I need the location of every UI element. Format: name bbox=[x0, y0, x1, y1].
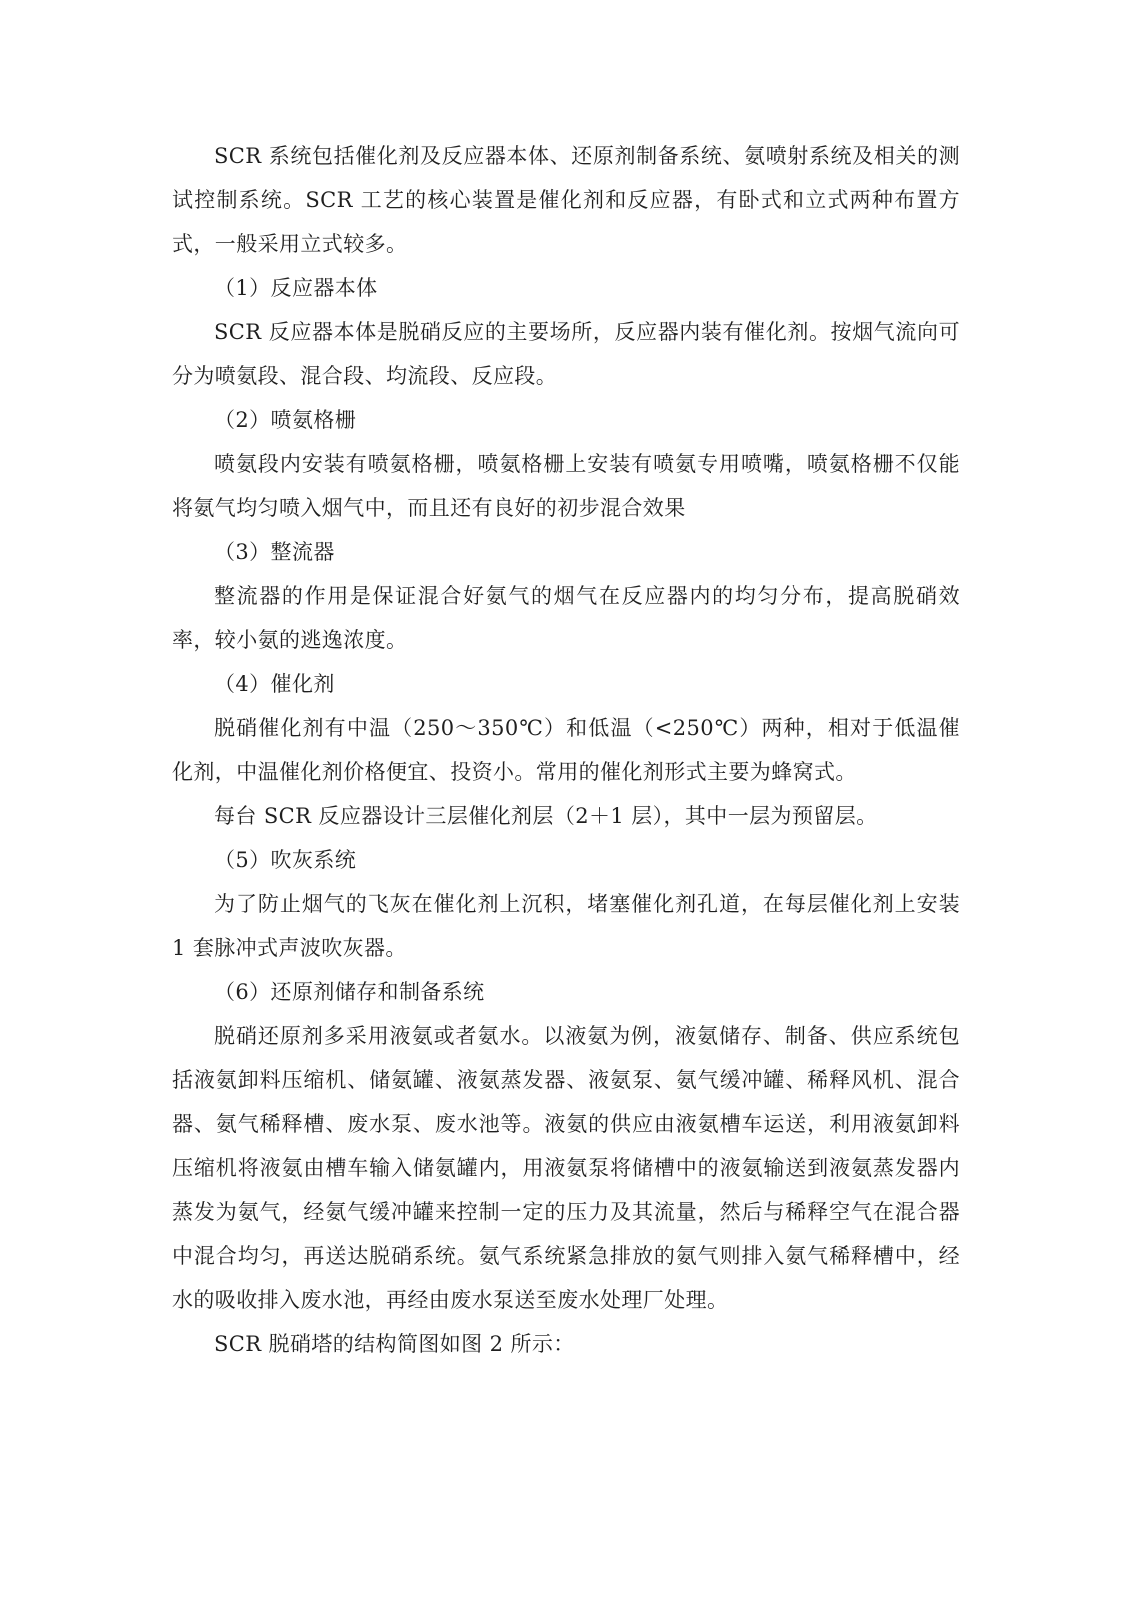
section-heading-6: （3）整流器 bbox=[214, 540, 335, 564]
body-paragraph: 脱硝催化剂有中温（250～350℃）和低温（<250℃）两种，相对于低温催化剂，中温催化剂价格便宜、投资小。常用的催化剂形式主要为蜂窝式。 bbox=[172, 716, 960, 784]
body-paragraph: SCR 脱硝塔的结构简图如图 2 所示： bbox=[214, 1332, 575, 1356]
body-paragraph: SCR 反应器本体是脱硝反应的主要场所，反应器内装有催化剂。按烟气流向可分为喷氨段、混合段、均流段、反应段。 bbox=[172, 320, 960, 388]
section-heading-11: （5）吹灰系统 bbox=[214, 848, 357, 872]
section-heading-2: （1）反应器本体 bbox=[214, 276, 378, 300]
body-paragraph: 为了防止烟气的飞灰在催化剂上沉积，堵塞催化剂孔道，在每层催化剂上安装 1 套脉冲式声波吹灰器。 bbox=[172, 892, 960, 960]
body-paragraph: 整流器的作用是保证混合好氨气的烟气在反应器内的均匀分布，提高脱硝效率，较小氨的逃逸浓度。 bbox=[172, 584, 960, 652]
document-body bbox=[172, 134, 960, 1366]
section-heading-13: （6）还原剂储存和制备系统 bbox=[214, 980, 485, 1004]
body-paragraph: 脱硝还原剂多采用液氨或者氨水。以液氨为例，液氨储存、制备、供应系统包括液氨卸料压缩机、储氨罐、液氨蒸发器、液氨泵、氨气缓冲罐、稀释风机、混合器、氨气稀释槽、废水泵、废水池等。液氨的供应由液氨槽车运送，利用液氨卸料压缩机将液氨由槽车输入储氨罐内，用液氨泵将储槽中的液氨输送到液氨蒸发器内蒸发为氨气，经氨气缓冲罐来控制一定的压力及其流量，然后与稀释空气在混合器中混合均匀，再送达脱硝系统。氨气系统紧急排放的氨气则排入氨气稀释槽中，经水的吸收排入废水池，再经由废水泵送至废水处理厂处理。 bbox=[172, 1024, 960, 1312]
body-paragraph: 喷氨段内安装有喷氨格栅，喷氨格栅上安装有喷氨专用喷嘴，喷氨格栅不仅能将氨气均匀喷入烟气中，而且还有良好的初步混合效果 bbox=[172, 452, 960, 520]
section-heading-4: （2）喷氨格栅 bbox=[214, 408, 357, 432]
section-heading-8: （4）催化剂 bbox=[214, 672, 335, 696]
body-paragraph: SCR 系统包括催化剂及反应器本体、还原剂制备系统、氨喷射系统及相关的测试控制系统。SCR 工艺的核心装置是催化剂和反应器，有卧式和立式两种布置方式，一般采用立式较多。 bbox=[172, 144, 960, 256]
body-paragraph: 每台 SCR 反应器设计三层催化剂层（2＋1 层），其中一层为预留层。 bbox=[214, 804, 878, 828]
